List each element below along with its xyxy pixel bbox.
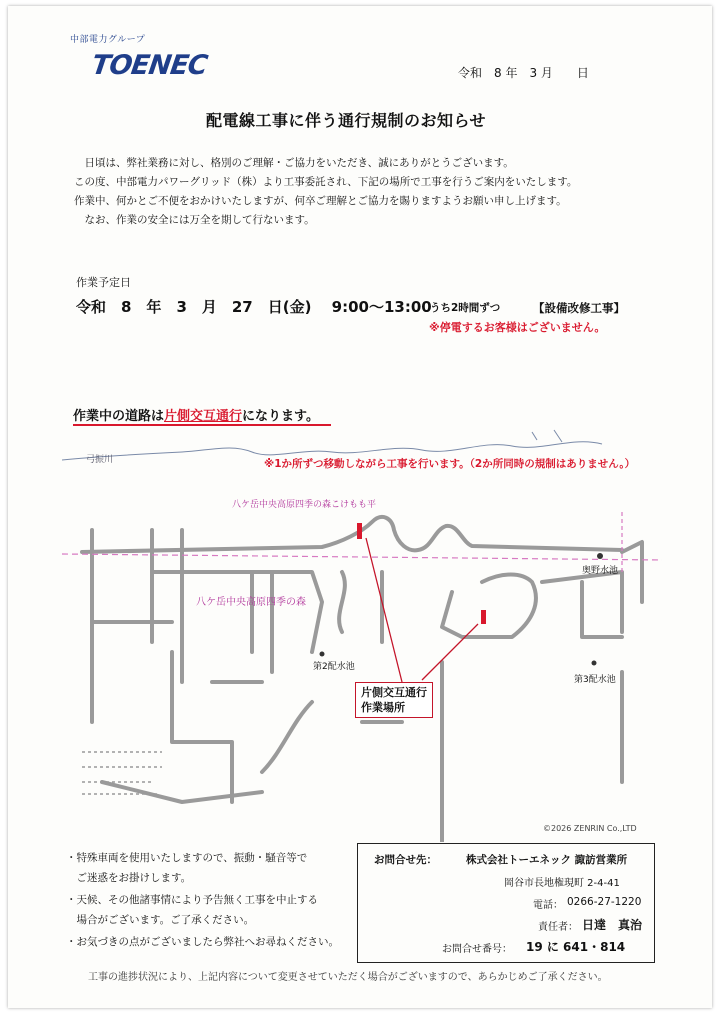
work-area-map (62, 422, 662, 842)
contact-label: お問合せ先： (374, 854, 437, 866)
intro-line-2: この度、中部電力パワーグリッド（株）より工事委託され、下記の場所で工事を行うご案内をいたします。 (74, 176, 578, 188)
notice-date: 令和 8 年 3 月 日 (458, 66, 589, 80)
forest-kids-label: 八ケ岳中央高原四季の森こけもも平 (232, 500, 377, 510)
work-type: 【設備改修工事】 (533, 301, 625, 315)
work-site-marker-1 (357, 523, 362, 539)
bottom-note-2: ご迷惑をお掛けします。 (66, 872, 192, 884)
road-notice-highlight: 片側交互通行 (164, 409, 243, 424)
map-copyright: ©2026 ZENRIN Co.,LTD (543, 824, 637, 833)
no-outage-notice: ※停電するお客様はございません。 (429, 321, 606, 334)
reservoir-3-label: 第3配水池 (574, 675, 616, 685)
reservoir-okuno-label: 奥野水池 (582, 566, 619, 576)
callout-line-2: 作業場所 (361, 701, 405, 714)
schedule-note: うち2時間ずつ (430, 302, 501, 314)
footer-note: 工事の進捗状況により、上記内容について変更させていただく場合がございますので、あらかじめご了承ください。 (88, 972, 608, 983)
phone-label: 電話： (533, 900, 563, 911)
bottom-note-1: ・特殊車両を使用いたしますので、振動・騒音等で (66, 852, 308, 864)
contact-box (357, 843, 655, 963)
river-label: 弓振川 (86, 455, 114, 465)
road-notice-suffix: になります。 (242, 409, 319, 424)
contact-address: 岡谷市長地権現町 2-4-41 (504, 878, 620, 889)
work-site-marker-2 (481, 610, 486, 624)
intro-line-1: 日頃は、弊社業務に対し、格別のご理解・ご協力をいただき、誠にありがとうございます。 (74, 157, 514, 169)
group-name: 中部電力グループ (70, 35, 146, 45)
contact-manager: 日達 真治 (582, 918, 643, 932)
road-notice-prefix: 作業中の道路は (73, 409, 165, 424)
forest-label: 八ケ岳中央高原四季の森 (196, 597, 306, 608)
schedule-label: 作業予定日 (76, 276, 131, 289)
schedule-datetime: 令和 8 年 3 月 27 日(金) 9:00～13:00 (76, 298, 432, 316)
reservoir-2-label: 第2配水池 (313, 662, 355, 672)
page-title: 配電線工事に伴う通行規制のお知らせ (206, 111, 487, 130)
bottom-note-5: ・お気づきの点がございましたら弊社へお尋ねください。 (66, 936, 339, 948)
manager-label: 責任者： (538, 922, 578, 933)
inquiry-number: 19 に 641・814 (526, 940, 626, 954)
company-logo: TOENEC (89, 50, 209, 81)
callout-line-1: 片側交互通行 (361, 686, 427, 699)
intro-line-3: 作業中、何かとご不便をおかけいたしますが、何卒ご理解とご協力を賜りますようお願い申し上げます。 (74, 195, 567, 207)
inquiry-label: お問合せ番号： (442, 944, 512, 955)
bottom-note-3: ・天候、その他諸事情により予告無く工事を中止する (66, 894, 318, 906)
intro-line-4: なお、作業の安全には万全を期して行ないます。 (74, 214, 315, 226)
map-notice: ※1か所ずつ移動しながら工事を行います。（2か所同時の規制はありません。） (264, 458, 636, 470)
bottom-note-4: 場合がございます。ご了承ください。 (66, 914, 255, 926)
contact-company: 株式会社トーエネック 諏訪営業所 (466, 854, 628, 866)
work-site-callout (355, 682, 433, 718)
contact-phone: 0266-27-1220 (567, 896, 642, 908)
